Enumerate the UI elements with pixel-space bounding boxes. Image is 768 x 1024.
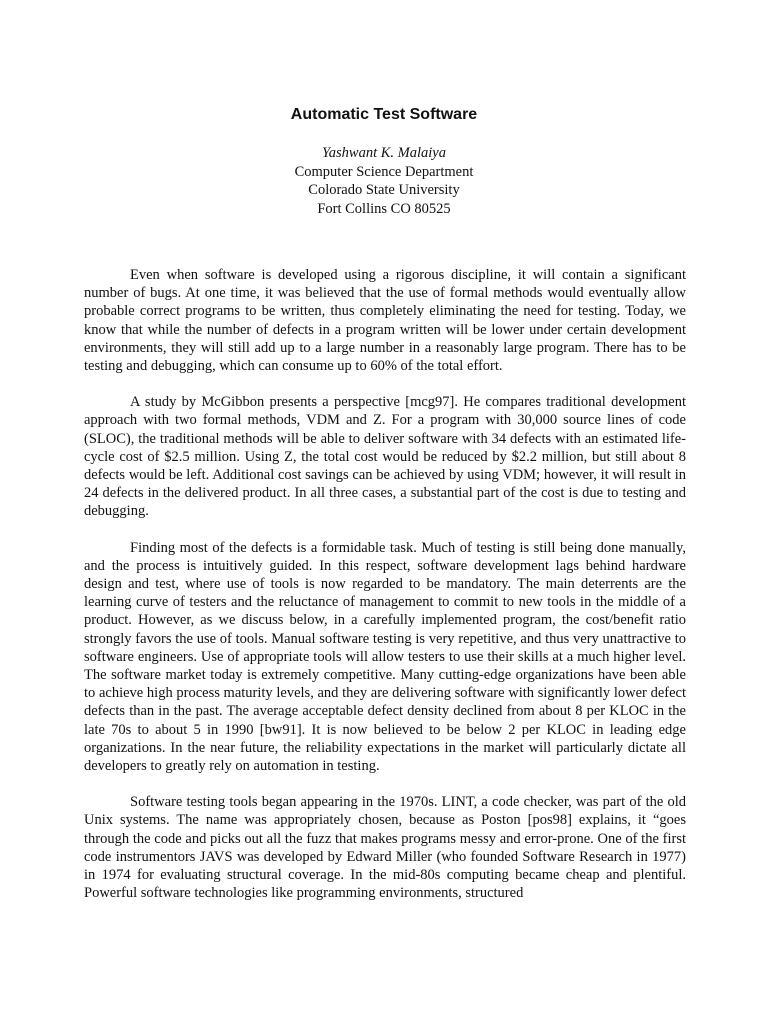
body-paragraph: Finding most of the defects is a formidable task. Much of testing is still being done manually, and the process is intuitively guided. In this respect, software development lags behind hardware design and test, where use of tools is now regarded to be mandatory. The main deterrents are the learning curve of testers and the reluctance of management to commit to new tools in the middle of a product. However, as we discuss below, in a carefully implemented program, the cost/benefit ratio strongly favors the use of tools. Manual software testing is very repetitive, and thus very unattractive to software engineers. Use of appropriate tools will allow testers to use their skills at a much higher level. The software market today is extremely competitive. Many cutting-edge organizations have been able to achieve high process maturity levels, and they are delivering software with significantly lower defect defects than in the past. The average acceptable defect density declined from about 8 per KLOC in the late 70s to about 5 in 1990 [bw91]. It is now believed to be below 2 per KLOC in leading edge organizations. In the near future, the reliability expectations in the market will particularly dictate all developers to greatly rely on automation in testing. [84, 539, 686, 775]
document-title: Automatic Test Software [290, 106, 478, 123]
author-department: Computer Science Department [294, 163, 474, 180]
body-paragraph: Software testing tools began appearing in the 1970s. LINT, a code checker, was part of the old Unix systems. The name was appropriately chosen, because as Poston [pos98] explains, it “goes through the code and picks out all the fuzz that makes programs messy and error-prone. One of the first code instrumentors JAVS was developed by Edward Miller (who founded Software Research in 1977) in 1974 for evaluating structural coverage. In the mid-80s computing became cheap and plentiful. Powerful software technologies like programming environments, structured [84, 794, 686, 902]
author-location: Fort Collins CO 80525 [317, 200, 451, 217]
body-paragraph: A study by McGibbon presents a perspective [mcg97]. He compares traditional development approach with two formal methods, VDM and Z. For a program with 30,000 source lines of code (SLOC), the traditional methods will be able to deliver software with 34 defects with an estimated life-cycle cost of $2.5 million. Using Z, the total cost would be reduced by $2.2 million, but still about 8 defects would be left. Additional cost savings can be achieved by using VDM; however, it will result in 24 defects in the delivered product. In all three cases, a substantial part of the cost is due to testing and debugging. [84, 394, 686, 520]
body-paragraph: Even when software is developed using a rigorous discipline, it will contain a significant number of bugs. At one time, it was believed that the use of formal methods would eventually allow probable correct programs to be written, thus completely eliminating the need for testing. Today, we know that while the number of defects in a program written will be lower under certain development environments, they will still add up to a large number in a reasonably large program. There has to be testing and debugging, which can consume up to 60% of the total effort. [84, 267, 686, 375]
document-body [84, 266, 686, 921]
author-name: Yashwant K. Malaiya [322, 145, 446, 161]
author-university: Colorado State University [308, 182, 460, 198]
author-block [0, 144, 768, 218]
